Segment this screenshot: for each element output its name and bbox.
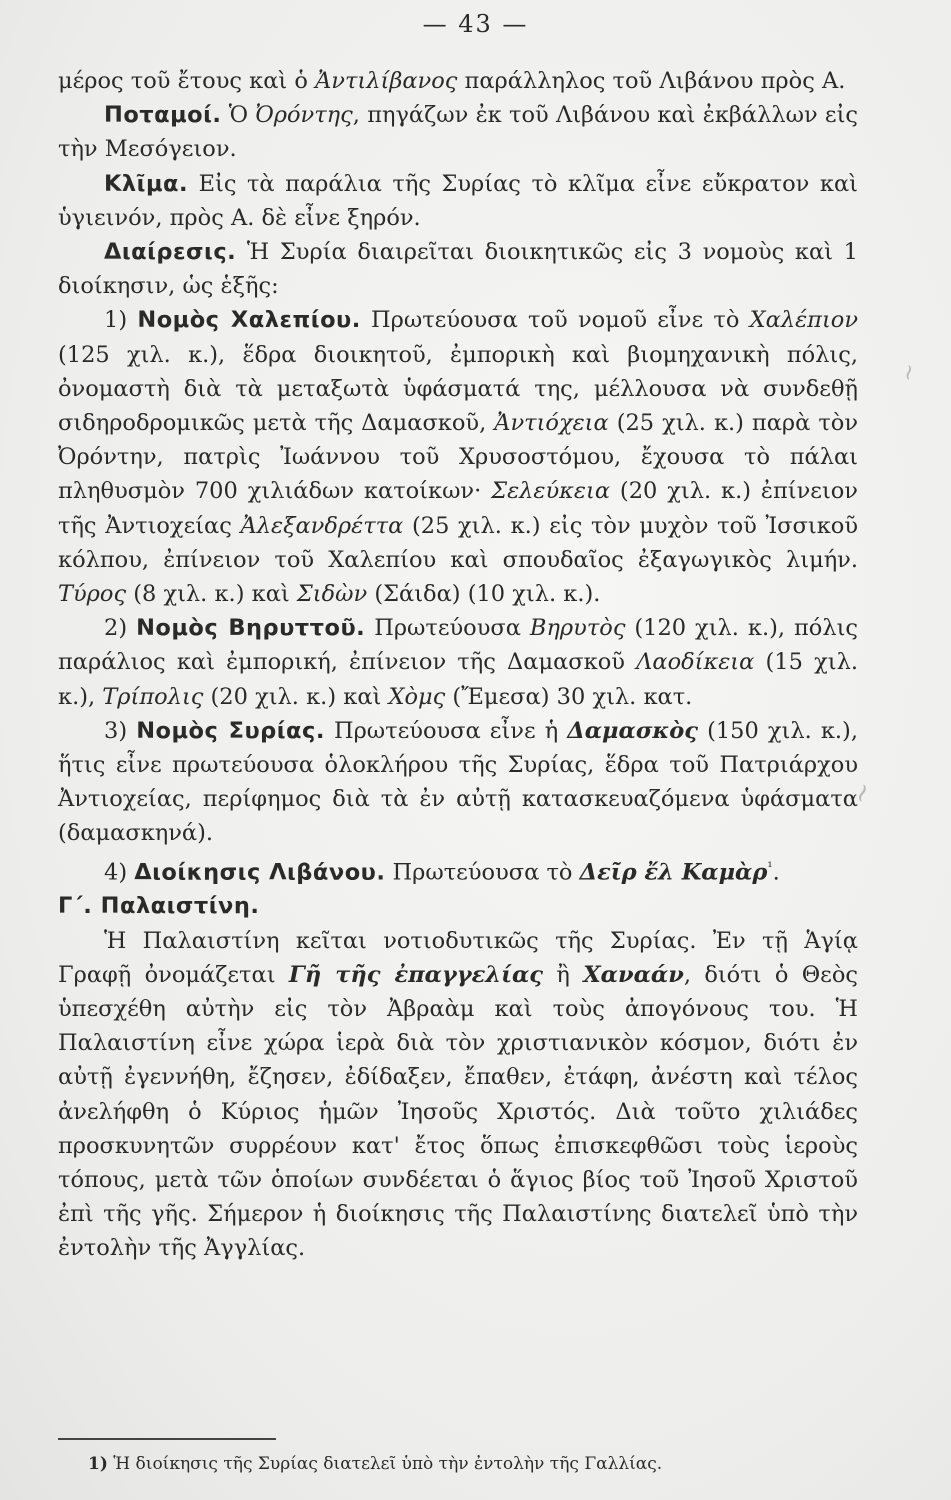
place-name: Δεῖρ ἔλ Καμὰρ xyxy=(579,859,768,886)
text-span: μέρος τοῦ ἔτους καὶ ὁ xyxy=(58,68,316,94)
paragraph-dioikisis-livanou xyxy=(58,851,858,890)
text-span: Πρωτεύουσα εἶνε ἡ xyxy=(324,717,568,744)
text-span: ἢ xyxy=(543,961,584,988)
footnote xyxy=(88,1452,848,1476)
place-name: Βηρυτὸς xyxy=(529,615,626,642)
section-heading: Νομὸς Βηρυττοῦ. xyxy=(136,615,366,642)
list-number: 4) xyxy=(104,859,135,886)
place-name: Τρίπολις xyxy=(102,683,204,710)
place-name: Σιδὼν xyxy=(296,581,368,608)
place-name: Τύρος xyxy=(58,581,127,608)
footnote-text: Ἡ διοίκησις τῆς Συρίας διατελεῖ ὑπὸ τὴν ἐντολὴν τῆς Γαλλίας. xyxy=(107,1454,663,1474)
list-number: 1) xyxy=(104,307,138,334)
place-name: Ἀντιλίβανος xyxy=(315,68,458,94)
place-name: Ἀλεξανδρέττα xyxy=(240,512,404,539)
list-number: 2) xyxy=(104,615,137,642)
text-span: Πρωτεύουσα xyxy=(365,615,530,642)
text-span: (8 χιλ. κ.) καὶ xyxy=(126,581,297,608)
page-number: — 43 — xyxy=(422,10,529,38)
section-heading: Νομὸς Συρίας. xyxy=(136,717,325,744)
paragraph-nomos-vyryttou xyxy=(58,611,858,714)
text-span: (150 χιλ. κ.), ἥτις εἶνε πρωτεύουσα ὁλοκλήρου τῆς Συρίας, ἕδρα τοῦ Πατριάρχου Ἀντιοχείας, περίφημος διὰ τὰ ἐν αὐτῇ κατασκευαζόμενα ὑφάσματα (δαμασκηνά). xyxy=(58,717,858,847)
footnote-rule xyxy=(58,1438,276,1440)
text-span: (25 χιλ. κ.) εἰς τὸν μυχὸν τοῦ Ἰσσικοῦ κόλπου, ἐπίνειον τοῦ Χαλεπίου καὶ σπουδαῖος ἐξαγωγικὸς λιμήν. xyxy=(58,512,859,573)
list-number: 3) xyxy=(104,717,137,744)
section-heading: Ποταμοί. xyxy=(104,102,222,129)
place-name: Δαμασκὸς xyxy=(567,717,698,744)
text-span: (Σάιδα) (10 χιλ. κ.). xyxy=(367,581,601,608)
margin-pencil-mark: ~ xyxy=(895,361,924,384)
place-name: Χὸμς xyxy=(388,683,446,710)
paragraph-antilibanos xyxy=(58,64,858,98)
footnote-number: 1) xyxy=(88,1454,108,1474)
text-span: (125 χιλ. κ.), ἕδρα διοικητοῦ, ἐμπορικὴ καὶ βιομηχανικὴ πόλις, ὀνομαστὴ διὰ τὰ μεταξωτὰ ὑφάσματά της, μέλλουσα νὰ συνδεθῇ σιδηροδρομικῶς μετὰ τῆς Δαμασκοῦ, xyxy=(58,341,858,437)
section-heading: Κλῖμα. xyxy=(104,170,189,197)
place-name: Χαναάν xyxy=(583,961,684,988)
text-span: Ἡ Συρία διαιρεῖται διοικητικῶς εἰς 3 νομοὺς καὶ 1 διοίκησιν, ὡς ἑξῆς: xyxy=(58,239,858,300)
text-span: , πηγάζων ἐκ τοῦ Λιβάνου καὶ ἐκβάλλων εἰς τὴν Μεσόγειον. xyxy=(58,102,858,163)
paragraph-klima xyxy=(58,167,858,235)
section-heading: Διοίκησις Λιβάνου. xyxy=(134,859,386,886)
margin-pencil-mark: ~ xyxy=(844,777,881,809)
text-span: (120 χιλ. κ.), πόλις παράλιος καὶ ἐμπορική, ἐπίνειον τῆς Δαμασκοῦ xyxy=(58,615,859,676)
text-span: (20 χιλ. κ.) καὶ xyxy=(203,683,389,710)
text-span: (15 χιλ. κ.), xyxy=(58,649,858,710)
text-span: . xyxy=(772,859,780,886)
text-span: Εἰς τὰ παράλια τῆς Συρίας τὸ κλῖμα εἶνε εὔκρατον καὶ ὑγιεινόν, πρὸς Α. δὲ εἶνε ξηρόν. xyxy=(58,170,858,231)
paragraph-nomos-syrias xyxy=(58,714,858,851)
paragraph-palaistini xyxy=(58,924,858,1266)
place-name: Λαοδίκεια xyxy=(636,649,755,676)
text-span: (Ἔμεσα) 30 χιλ. κατ. xyxy=(445,683,693,710)
body-text xyxy=(58,64,858,1266)
text-span: παράλληλος τοῦ Λιβάνου πρὸς Α. xyxy=(457,68,846,94)
section-heading: Νομὸς Χαλεπίου. xyxy=(137,307,361,334)
place-name: Σελεύκεια xyxy=(491,478,611,505)
place-name: Χαλέπιον xyxy=(749,307,859,334)
section-title: Γ΄. Παλαιστίνη. xyxy=(58,893,260,920)
place-name: Γῆ τῆς ἐπαγγελίας xyxy=(288,961,543,988)
text-span: (25 χιλ. κ.) παρὰ τὸν Ὀρόντην, πατρὶς Ἰωάννου τοῦ Χρυσοστόμου, ἔχουσα τὸ πάλαι πληθυσμὸν 700 χιλιάδων κατοίκων· xyxy=(58,410,859,505)
text-span: Ἡ Παλαιστίνη κεῖται νοτιοδυτικῶς τῆς Συρίας. Ἐν τῇ Ἁγίᾳ Γραφῇ ὀνομάζεται xyxy=(58,927,858,988)
place-name: Ἀντιόχεια xyxy=(494,410,609,437)
footnote-marker: ¹ xyxy=(767,859,773,875)
paragraph-potamoi xyxy=(58,98,858,166)
paragraph-diaireseis xyxy=(58,235,858,303)
text-span: (20 χιλ. κ.) ἐπίνειον τῆς Ἀντιοχείας xyxy=(58,478,858,539)
section-heading: Διαίρεσις. xyxy=(104,239,237,266)
text-span: Ὁ xyxy=(221,102,256,129)
paragraph-nomos-chalepiou xyxy=(58,303,858,611)
text-span: Πρωτεύουσα τοῦ νομοῦ εἶνε τὸ xyxy=(360,307,750,334)
text-span: Πρωτεύουσα τὸ xyxy=(385,859,580,886)
text-span: , διότι ὁ Θεὸς ὑπεσχέθη αὐτὴν εἰς τὸν Ἀβραὰμ καὶ τοὺς ἀπογόνους του. Ἡ Παλαιστίνη εἶνε χώρα ἱερὰ διὰ τὸν χριστιανικὸν κόσμον, διότι ἐν αὐτῇ ἐγεννήθη, ἔζησεν, ἐδίδαξεν, ἔπαθεν, ἐτάφη, ἀνέστη καὶ τέλος ἀνελήφθη ὁ Κύριος ἡμῶν Ἰησοῦς Χριστός. Διὰ τοῦτο χιλιάδες προσκυνητῶν συρρέουν κατ' ἔτος ὅπως ἐπισκεφθῶσι τοὺς ἱεροὺς τόπους, μετὰ τῶν ὁποίων συνδέεται ὁ ἅγιος βίος τοῦ Ἰησοῦ Χριστοῦ ἐπὶ τῆς γῆς. Σήμερον ἡ διοίκησις τῆς Παλαιστίνης διατελεῖ ὑπὸ τὴν ἐντολὴν τῆς Ἀγγλίας. xyxy=(58,961,858,1262)
place-name: Ὀρόντης xyxy=(255,102,353,129)
